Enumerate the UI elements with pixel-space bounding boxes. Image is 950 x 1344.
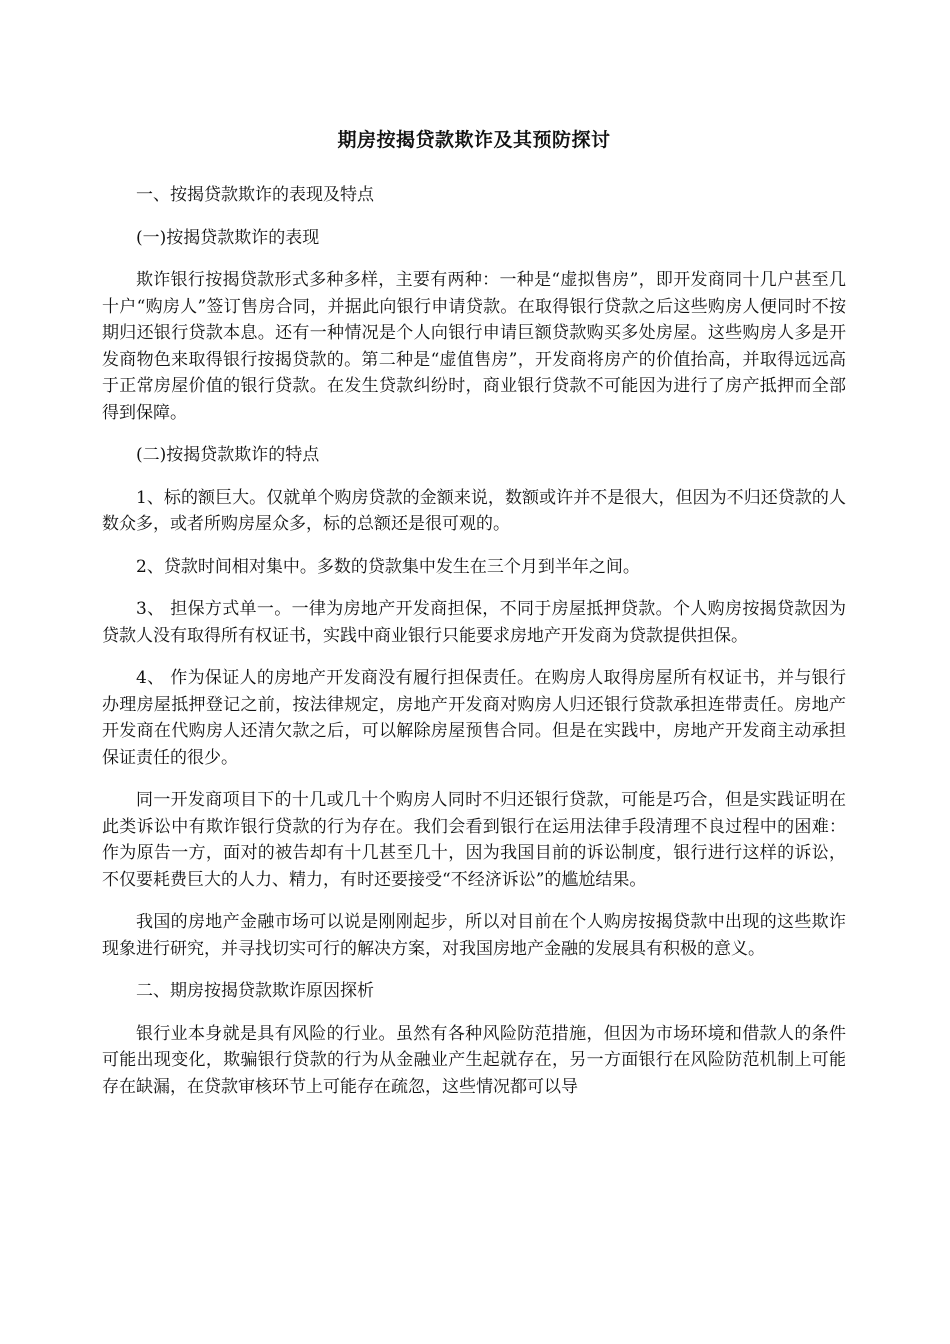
paragraph: 3、 担保方式单一。一律为房地产开发商担保，不同于房屋抵押贷款。个人购房按揭贷款因为贷款人没有取得所有权证书，实践中商业银行只能要求房地产开发商为贷款提供担保。 xyxy=(102,599,846,646)
paragraph: 我国的房地产金融市场可以说是刚刚起步，所以对目前在个人购房按揭贷款中出现的这些欺诈现象进行研究，并寻找切实可行的解决方案，对我国房地产金融的发展具有积极的意义。 xyxy=(102,912,846,959)
document-page xyxy=(102,124,846,1116)
document-title: 期房按揭贷款欺诈及其预防探讨 xyxy=(337,129,611,151)
paragraph: 同一开发商项目下的十几或几十个购房人同时不归还银行贷款，可能是巧合，但是实践证明在此类诉讼中有欺诈银行贷款的行为存在。我们会看到银行在运用法律手段清理不良过程中的困难：作为原告一方，面对的被告却有十几甚至几十，因为我国目前的诉讼制度，银行进行这样的诉讼，不仅要耗费巨大的人力、精力，有时还要接受“不经济诉讼”的尴尬结果。 xyxy=(102,790,846,890)
paragraph: 银行业本身就是具有风险的行业。虽然有各种风险防范措施，但因为市场环境和借款人的条件可能出现变化，欺骗银行贷款的行为从金融业产生起就存在，另一方面银行在风险防范机制上可能存在缺漏，在贷款审核环节上可能存在疏忽，这些情况都可以导 xyxy=(102,1023,846,1097)
subsection-heading: (二)按揭贷款欺诈的特点 xyxy=(136,445,320,465)
section-heading: 二、期房按揭贷款欺诈原因探析 xyxy=(136,981,374,1001)
paragraph: 4、 作为保证人的房地产开发商没有履行担保责任。在购房人取得房屋所有权证书，并与银行办理房屋抵押登记之前，按法律规定，房地产开发商对购房人归还银行贷款承担连带责任。房地产开发商在代购房人还清欠款之后，可以解除房屋预售合同。但是在实践中，房地产开发商主动承担保证责任的很少。 xyxy=(102,668,846,768)
subsection-heading: (一)按揭贷款欺诈的表现 xyxy=(136,227,320,248)
section-heading: 一、按揭贷款欺诈的表现及特点 xyxy=(136,185,374,205)
paragraph: 2、贷款时间相对集中。多数的贷款集中发生在三个月到半年之间。 xyxy=(136,556,640,577)
paragraph: 1、标的额巨大。仅就单个购房贷款的金额来说，数额或许并不是很大，但因为不归还贷款的人数众多，或者所购房屋众多，标的总额还是很可观的。 xyxy=(102,487,846,534)
paragraph: 欺诈银行按揭贷款形式多种多样，主要有两种：一种是“虚拟售房”，即开发商同十几户甚至几十户“购房人”签订售房合同，并据此向银行申请贷款。在取得银行贷款之后这些购房人便同时不按期归还银行贷款本息。还有一种情况是个人向银行申请巨额贷款购买多处房屋。这些购房人多是开发商物色来取得银行按揭贷款的。第二种是“虚值售房”，开发商将房产的价值抬高，并取得远远高于正常房屋价值的银行贷款。在发生贷款纠纷时，商业银行贷款不可能因为进行了房产抵押而全部得到保障。 xyxy=(102,270,846,423)
